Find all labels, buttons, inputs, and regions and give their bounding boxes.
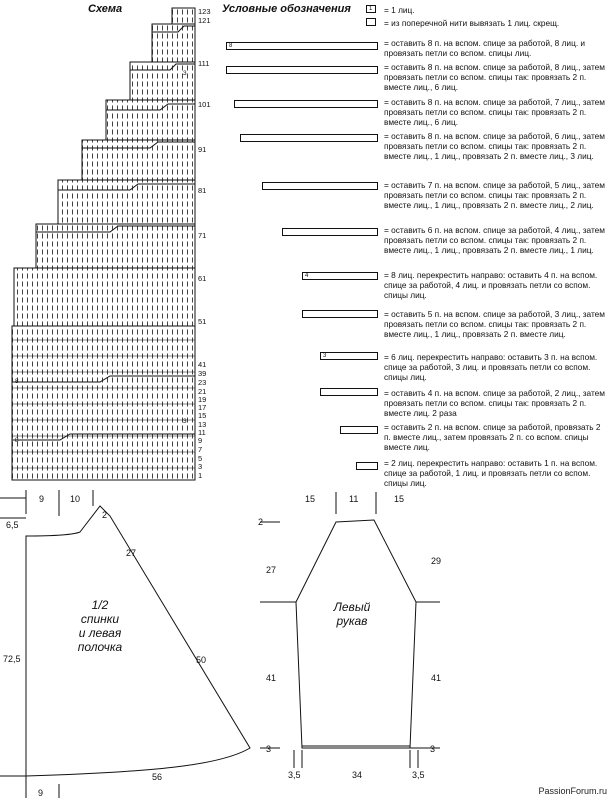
row-number: 111 (198, 59, 210, 68)
row-number: 15 (198, 411, 207, 420)
dim-sleeve-cuff-right: 3 (430, 744, 436, 754)
dim-sleeve-top-left: 15 (305, 494, 316, 504)
watermark: PassionForum.ru (538, 786, 607, 796)
row-number: 9 (198, 436, 203, 445)
dim-back-neck: 2 (102, 510, 108, 520)
knit-stitch-icon: 1 (366, 5, 376, 13)
row-number: 39 (198, 369, 207, 378)
row-number: 123 (198, 7, 211, 16)
legend-item: = 1 лиц. (384, 5, 415, 15)
legend-item: = 8 лиц. перекрестить направо: оставить 4 п. на вспом. спице за работой, 4 лиц. и провязать петли со вспом. спицы лиц. (384, 270, 598, 301)
row-number: 5 (198, 454, 203, 463)
row-number: 61 (198, 274, 207, 283)
dim-sleeve-cap: 2 (258, 517, 264, 527)
cable-decrease-icon (282, 228, 378, 236)
legend-item: = оставить 8 п. на вспом. спице за работой, 7 лиц., затем провязать петли со вспом. спицы так: провязать 2 п. вместе лиц., 6 лиц. (384, 97, 605, 128)
back-piece-label: 1/2 спинки и левая полочка (77, 598, 123, 654)
dim-back-slope: 27 (126, 548, 137, 558)
block-label-8-bottom: 8 (15, 437, 19, 444)
row-number: 23 (198, 378, 207, 387)
cable-decrease-icon (234, 100, 378, 108)
row-number: 71 (198, 231, 207, 240)
block-label-8-top: 8 (15, 378, 19, 385)
dim-back-hem-side: 50 (196, 655, 207, 665)
dim-sleeve-upper-left: 27 (266, 565, 277, 575)
row-number: 101 (198, 100, 211, 109)
legend-title: Условные обозначения (222, 3, 351, 15)
row-number: 1 (198, 471, 203, 480)
row-number: 7 (198, 445, 203, 454)
dim-back-top-mid: 10 (70, 494, 81, 504)
cable-decrease-icon (226, 66, 378, 74)
dim-back-bottom-left: 9 (38, 788, 44, 798)
cross-2-icon (356, 462, 378, 470)
legend-item: = из поперечной нити вывязать 1 лиц. скрещ. (384, 18, 560, 28)
dim-back-side-top: 6,5 (6, 520, 19, 530)
row-number: 81 (198, 186, 207, 195)
row-number: 41 (198, 360, 207, 369)
legend-item: = 2 лиц. перекрестить направо: оставить 1 п. на вспом. спице за работой, 1 лиц. и провязать петли со вспом. спицы лиц. (384, 458, 598, 489)
cable-decrease-icon (320, 388, 378, 396)
cable-cross-8-icon: 4 (302, 272, 378, 280)
row-number: 91 (198, 145, 207, 154)
row-number: 121 (198, 16, 211, 25)
block-label-3-b: 3 (183, 418, 187, 425)
legend-item: = оставить 4 п. на вспом. спице за работой, 2 лиц., затем провязать петли со вспом. спицы так: провязать 2 п. вместе лиц. 2 раза (384, 388, 605, 419)
sleeve-pattern (260, 488, 460, 788)
cable-decrease-icon (240, 134, 378, 142)
twisted-knit-icon (366, 18, 376, 26)
row-number: 19 (198, 395, 207, 404)
dim-back-bottom: 56 (152, 772, 163, 782)
cable-decrease-small-icon (340, 426, 378, 434)
cable-8-icon: 8 (226, 42, 378, 50)
legend-item: = оставить 8 п. на вспом. спице за работой, 8 лиц. и провязать петли со вспом. спицы лиц. (384, 38, 586, 59)
dim-sleeve-lower-right: 41 (431, 673, 442, 683)
block-label-3-a: 3 (183, 70, 187, 77)
row-number: 3 (198, 462, 203, 471)
scheme-title: Схема (88, 3, 123, 15)
cable-decrease-icon (262, 182, 378, 190)
legend-item: = оставить 8 п. на вспом. спице за работой, 6 лиц., затем провязать петли со вспом. спицы так: провязать 2 п. вместе лиц., 1 лиц., провязать 2 п. вместе лиц., 3 лиц. (384, 131, 605, 162)
legend-item: = оставить 5 п. на вспом. спице за работой, 3 лиц., затем провязать петли со вспом. спицы так: провязать 2 п. вместе лиц., 1 лиц., провязать 2 п. вместе лиц. (384, 309, 605, 340)
cable-decrease-icon (302, 310, 378, 318)
cable-cross-6-icon: 3 (320, 352, 378, 360)
legend-item: = оставить 6 п. на вспом. спице за работой, 4 лиц., затем провязать петли со вспом. спицы так: провязать 2 п. вместе лиц., 1 лиц., провязать 2 п. вместе лиц., 1 лиц. (384, 225, 605, 256)
row-number: 21 (198, 387, 207, 396)
dim-sleeve-top-right: 15 (394, 494, 405, 504)
dim-back-top-left: 9 (39, 494, 45, 504)
row-number: 17 (198, 403, 207, 412)
row-number: 13 (198, 420, 207, 429)
row-number: 51 (198, 317, 207, 326)
row-number: 11 (198, 428, 206, 437)
dim-back-height: 72,5 (3, 654, 21, 664)
dim-sleeve-cuff-left: 3 (266, 744, 272, 754)
dim-sleeve-lower-left: 41 (266, 673, 277, 683)
legend-item: = оставить 2 п. на вспом. спице за работой, провязать 2 п. вместе лиц., затем провязать 2 п. со вспом. спицы вместе лиц. (384, 422, 601, 453)
legend-item: = оставить 8 п. на вспом. спице за работой, 8 лиц., затем провязать петли со вспом. спицы так: провязать 2 п. вместе лиц., 6 лиц. (384, 62, 605, 93)
dim-sleeve-bottom-left: 3,5 (288, 770, 301, 780)
legend-item: = оставить 7 п. на вспом. спице за работой, 5 лиц., затем провязать петли со вспом. спицы так: провязать 2 п. вместе лиц., 1 лиц., провязать 2 п. вместе лиц., 2 лиц. (384, 180, 605, 211)
legend-item: = 6 лиц. перекрестить направо: оставить 3 п. на вспом. спице за работой, 3 лиц. и провязать петли со вспом. спицы лиц. (384, 352, 598, 383)
sleeve-label: Левый рукав (333, 600, 371, 628)
dim-sleeve-upper-right: 29 (431, 556, 442, 566)
dim-sleeve-top-mid: 11 (349, 494, 359, 504)
dim-sleeve-bottom-right: 3,5 (412, 770, 425, 780)
dim-sleeve-bottom: 34 (352, 770, 363, 780)
